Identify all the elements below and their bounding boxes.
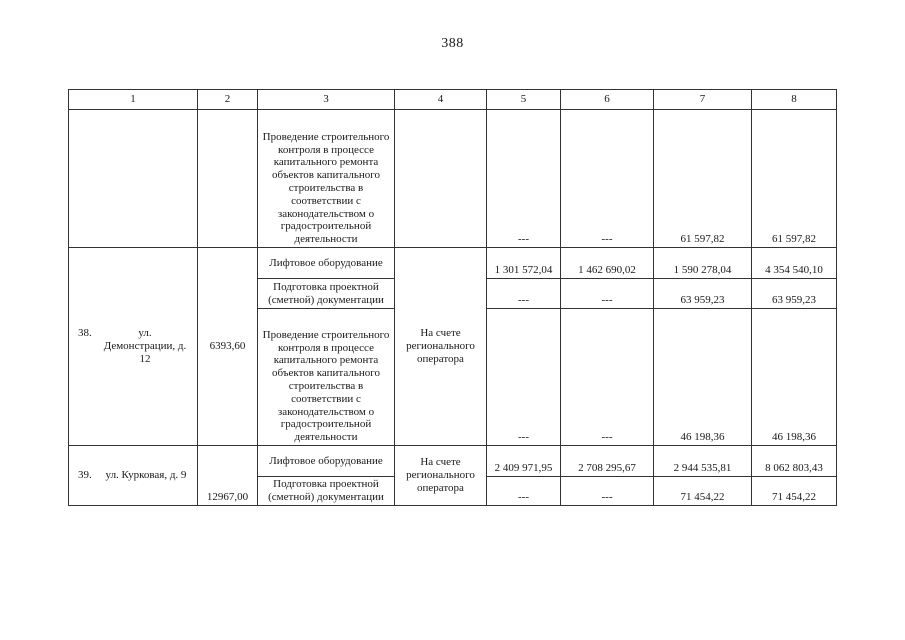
area-cell: 6393,60 [198,248,258,446]
work-type-cell: Подготовка проектной (сметной) документации [258,279,395,309]
address-cell [69,248,198,446]
cost-cell: --- [561,279,654,309]
cost-cell: 1 301 572,04 [487,248,561,279]
area-cell: 12967,00 [198,446,258,506]
cost-cell: 46 198,36 [752,309,837,446]
cost-cell: --- [561,110,654,248]
address: ул. Демонстрации, д. 12 [103,327,187,365]
work-type-cell: Лифтовое оборудование [258,446,395,477]
cost-cell: --- [487,110,561,248]
cost-cell: 2 409 971,95 [487,446,561,477]
column-number: 8 [752,90,837,110]
cost-cell: 1 590 278,04 [654,248,752,279]
cost-cell: --- [561,309,654,446]
column-number: 3 [258,90,395,110]
cost-cell: 61 597,82 [752,110,837,248]
work-type-cell: Проведение строительного контроля в процессе капитального ремонта объектов капитального строительства в соответствии с законодательством о градостроительной деятельности [258,309,395,446]
table-row [69,248,837,279]
row-number: 38. [78,327,92,340]
capital-repair-table [68,89,837,506]
column-number: 1 [69,90,198,110]
empty-cell [395,110,487,248]
funding-cell: На счете регионального оператора [395,446,487,506]
table-row [69,110,837,248]
work-type-cell: Подготовка проектной (сметной) документации [258,477,395,506]
address: ул. Курковая, д. 9 [105,469,187,482]
column-number: 2 [198,90,258,110]
cost-cell: --- [487,477,561,506]
cost-cell: --- [487,279,561,309]
cost-cell: 63 959,23 [654,279,752,309]
column-number: 6 [561,90,654,110]
empty-cell [69,110,198,248]
column-number: 5 [487,90,561,110]
cost-cell: 46 198,36 [654,309,752,446]
page-number: 388 [441,36,464,51]
cost-cell: 71 454,22 [654,477,752,506]
cost-cell: 2 708 295,67 [561,446,654,477]
funding-cell: На счете регионального оператора [395,248,487,446]
empty-cell [198,110,258,248]
address-cell [69,446,198,506]
cost-cell: 71 454,22 [752,477,837,506]
cost-cell: 63 959,23 [752,279,837,309]
table-row [69,446,837,477]
column-number-row [69,90,837,110]
cost-cell: 1 462 690,02 [561,248,654,279]
cost-cell: 8 062 803,43 [752,446,837,477]
cost-cell: --- [487,309,561,446]
column-number: 4 [395,90,487,110]
cost-cell: 61 597,82 [654,110,752,248]
column-number: 7 [654,90,752,110]
cost-cell: 2 944 535,81 [654,446,752,477]
cost-cell: --- [561,477,654,506]
cost-cell: 4 354 540,10 [752,248,837,279]
work-type-cell: Проведение строительного контроля в процессе капитального ремонта объектов капитального строительства в соответствии с законодательством о градостроительной деятельности [258,110,395,248]
work-type-cell: Лифтовое оборудование [258,248,395,279]
row-number: 39. [78,469,92,482]
